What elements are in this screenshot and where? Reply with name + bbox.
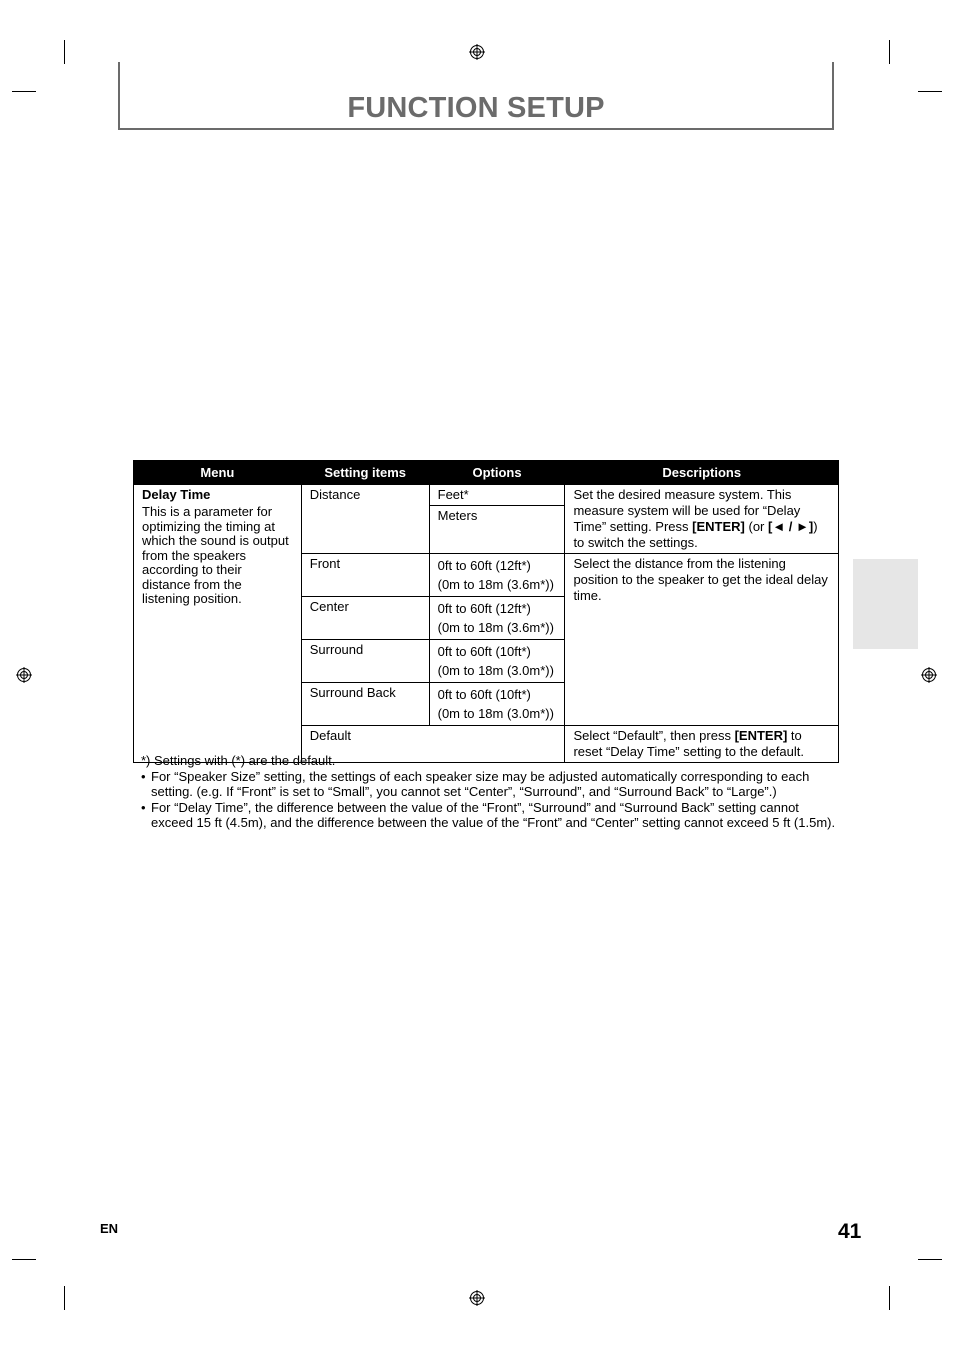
enter-key-label: [ENTER] [734,728,788,743]
table-row [134,485,839,506]
menu-title: Delay Time [142,487,211,502]
option-feet: Feet* [429,485,565,506]
description-text: Set the desired measure system. This measure system will be used for “Delay Time” setting. Press [573,487,801,534]
notes-section [141,753,841,831]
registration-mark-icon [469,44,485,60]
crop-mark [889,1286,890,1310]
option-line: (0m to 18m (3.6m*)) [437,577,554,592]
table-header-row [134,461,839,485]
options-surround [429,640,565,683]
option-line: 0ft to 60ft (12ft*) [437,601,531,616]
header-options: Options [429,461,565,485]
description-text: ) to switch the settings. [573,519,818,550]
registration-mark-icon [469,1290,485,1306]
crop-mark [889,40,890,64]
menu-description: This is a parameter for optimizing the timing at which the sound is output from the speakers according to their distance from the listening position. [142,504,289,606]
enter-key-label: [ENTER] [692,519,745,534]
option-line: (0m to 18m (3.0m*)) [437,663,554,678]
crop-mark [64,1286,65,1310]
crop-mark [918,91,942,92]
crop-mark [64,40,65,64]
description-speakers: Select the distance from the listening position to the speaker to get the ideal delay time. [565,554,839,726]
option-meters: Meters [429,506,565,554]
option-line: 0ft to 60ft (10ft*) [437,687,531,702]
side-tab [853,559,918,649]
page-title: FUNCTION SETUP [347,92,605,124]
note-text: For “Delay Time”, the difference between the value of the “Front”, “Surround” and “Surround Back” setting cannot exceed 15 ft (4.5m), and the difference between the value of the “Front” and “Center” setting cannot exceed 5 ft (1.5m). [151,799,836,830]
default-note: *) Settings with (*) are the default. [141,753,336,768]
header-descriptions: Descriptions [565,461,839,485]
arrow-keys-label: [◄ / ►] [768,519,814,534]
option-line: 0ft to 60ft (12ft*) [437,558,531,573]
option-line: 0ft to 60ft (10ft*) [437,644,531,659]
crop-mark [12,1259,36,1260]
page-number: 41 [838,1220,862,1243]
header-setting-items: Setting items [301,461,429,485]
crop-mark [918,1259,942,1260]
description-text: Select “Default”, then press [573,728,735,743]
settings-table [133,460,839,763]
bullet: • [141,799,146,815]
registration-mark-icon [921,667,937,683]
setting-item-front: Front [301,554,429,597]
description-distance [565,485,839,554]
option-line: (0m to 18m (3.0m*)) [437,706,554,721]
options-surround-back [429,683,565,726]
title-frame [118,62,834,130]
header-menu: Menu [134,461,302,485]
options-front [429,554,565,597]
note-item [141,769,841,800]
language-tag: EN [100,1221,119,1236]
setting-item-surround: Surround [301,640,429,683]
note-text: For “Speaker Size” setting, the settings of each speaker size may be adjusted automatically corresponding to each setting. (e.g. If “Front” is set to “Small”, you cannot set “Center”, “Surround”, and “Surround Back” to “Large”.) [151,768,810,799]
options-center [429,597,565,640]
registration-mark-icon [16,667,32,683]
crop-mark [12,91,36,92]
menu-cell [134,485,302,763]
description-text: (or [744,519,768,534]
note-item [141,800,841,831]
option-line: (0m to 18m (3.6m*)) [437,620,554,635]
setting-item-surround-back: Surround Back [301,683,429,726]
description-text: to reset “Delay Time” setting to the default. [573,728,804,759]
setting-item-center: Center [301,597,429,640]
setting-item-default: Default [301,726,565,763]
bullet: • [141,768,146,784]
setting-item-distance: Distance [301,485,429,554]
